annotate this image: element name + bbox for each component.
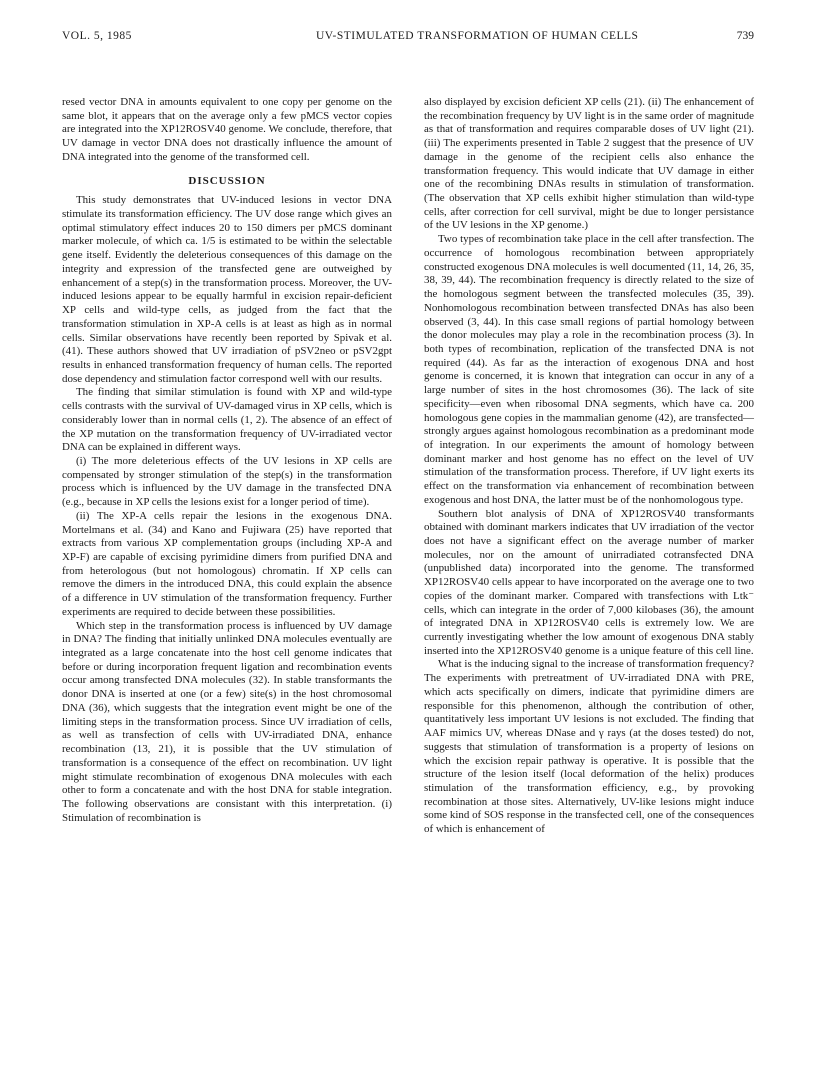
paragraph-continued: resed vector DNA in amounts equivalent to one copy per genome on the same blot, it appears that on the average only a few pMCS vector copies are integrated into the XP12ROSV40 genome. We conclude, therefore, that UV damage in vector DNA does not drastically influence the amount of DNA integrated into the genome of the transformed cell. — [62, 96, 392, 163]
running-header — [62, 30, 754, 46]
paragraph: Southern blot analysis of DNA of XP12ROSV40 transformants obtained with dominant markers indicates that UV irradiation of the vector does not have a significant effect on the average number of marker molecules, nor on the amount of unirradiated cotransfected DNA (unpublished data) incorporated into the genome. The transformed XP12ROSV40 cells appear to have incorporated on the average one to two copies of the dominant marker. Compared with transfections with Ltk⁻ cells, which can integrate in the order of 7,000 kilobases (36), the amount of integrated DNA in XP12ROSV40 cells is extremely low. We are currently investigating whether the low amount of exogenous DNA stably inserted into the XP12ROSV40 genome is a unique feature of this cell line. — [424, 507, 754, 657]
paragraph: (ii) The XP-A cells repair the lesions in the exogenous DNA. Mortelmans et al. (34) and Kano and Fujiwara (25) have reported that extracts from various XP complementation groups (including XP-A and XP-F) are capable of excising pyrimidine dimers from purified DNA and from heterologous (but not homologous) chromatin. If XP cells can remove the dimers in the introduced DNA, this could explain the absence of a difference in UV stimulation of the transformation frequency. Further experiments are required to decide between these possibilities. — [62, 509, 392, 618]
paragraph: (i) The more deleterious effects of the UV lesions in XP cells are compensated by stronger stimulation of the step(s) in the transformation process which is influenced by the UV damage in the transfected DNA (e.g., because in XP cells the lesions exist for a longer period of time). — [62, 454, 392, 509]
running-title: UV-STIMULATED TRANSFORMATION OF HUMAN CELLS — [316, 30, 639, 42]
paragraph: This study demonstrates that UV-induced lesions in vector DNA stimulate its transformation efficiency. The UV dose range which gives an optimal stimulatory effect induces 20 to 150 dimers per pMCS dominant marker molecule, of which ca. 1/5 is estimated to be within the selectable gene itself. Evidently the deleterious consequences of this damage on the integrity and expression of the transfected gene are outweighed by enhancement of a step(s) in the transformation process. Moreover, the UV-induced lesions appear to be equally harmful in excision repair-deficient XP cells and wild-type cells, as judged from the fact that the transformation stimulation in XP-A cells is at least as high as in normal cells. Similar observations have recently been reported by Spivak et al. (41). These authors showed that UV irradiation of pSV2neo or pSV2gpt results in enhanced transformation frequency of human cells. The reported dose dependency and stimulation factor correspond well with our results. — [62, 194, 392, 385]
page-number: 739 — [736, 30, 754, 42]
paragraph: Two types of recombination take place in the cell after transfection. The occurrence of homologous recombination between appropriately constructed exogenous DNA molecules is well documented (11, 14, 26, 35, 38, 39, 44). The recombination frequency is directly related to the size of the homologous segment between the transfected molecules (35, 39). Nonhomologous recombination between transfected DNAs has also been observed (3, 44). In this case small regions of partial homology between the donor molecules may play a role in the recombination process (3). In both types of recombination, replication of the transfected DNA is not required (44). As far as the interaction of exogenous DNA and host genome is concerned, it is known that integration can occur in any of a large number of sites in the host chromosomes (36). The lack of site specificity—even when ribosomal DNA segments, which have ca. 200 homologous gene copies in the mammalian genome (42), are transfected—strongly argues against homologous recombination as a predominant mode of integration. In our experiments the amount of homology between dominant marker and host genome has no effect on the level of UV stimulation of the transformation process. Therefore, if UV light exerts its effect on the transformation via enhancement of recombination between exogenous and host DNA, the latter must be of the nonhomologous type. — [424, 233, 754, 506]
paragraph: Which step in the transformation process is influenced by UV damage in DNA? The finding that initially unlinked DNA molecules eventually are integrated as a large concatenate into the host cell genome indicates that before or during incorporation frequent ligation and recombination events occur among transfected DNA molecules (32). In stable transformants the donor DNA is inserted at one (or a few) site(s) in the host chromosomal DNA (36), which suggests that the integration event might be one of the limiting steps in the transformation process. Since UV irradiation of cells, as well as transfection of cells with UV-irradiated DNA, enhance recombination (13, 21), it is possible that the UV stimulation of transformation is a consequence of the effect on recombination. UV light might stimulate recombination of exogenous DNA molecules with each other to form a concatenate and with the host DNA for stable integration. The following observations are consistant with this interpretation. (i) Stimulation of recombination is — [62, 619, 392, 824]
volume-label: VOL. 5, 1985 — [62, 30, 132, 42]
paragraph: What is the inducing signal to the increase of transformation frequency? The experiments with pretreatment of UV-irradiated DNA with PRE, which acts specifically on dimers, indicate that pyrimidine dimers are responsible for this phenomenon, although the contribution of other, quantitatively less important UV lesions is not excluded. The finding that AAF mimics UV, whereas DNase and γ rays (at the doses tested) do not, suggests that stimulation of transformation is a property of lesions on which the excision repair pathway is operative. It is possible that the structure of the lesion itself (local deformation of the helix) produces stimulation of the transformation efficiency, e.g., by provoking recombination at those sites. Alternatively, UV-like lesions might induce some kind of SOS response in the transfected cell, one of the consequences of which is enhancement of — [424, 658, 754, 836]
right-column — [424, 96, 754, 837]
paragraph-continued: also displayed by excision deficient XP cells (21). (ii) The enhancement of the recombination frequency by UV light is in the same order of magnitude as that of transformation and requires comparable doses of UV light (21). (iii) The experiments presented in Table 2 suggest that the presence of UV damage in the genome of the recipient cells also enhance the transformation frequency. This would indicate that UV damage in either one of the recombining DNAs results in stimulation of transformation. (The observation that XP cells exhibit higher stimulation than wild-type cells, after correction for cell survival, might be due to longer persistance of the UV lesions in the XP genome.) — [424, 96, 754, 232]
section-heading-discussion: DISCUSSION — [188, 174, 266, 187]
left-column — [62, 96, 392, 825]
paragraph: The finding that similar stimulation is found with XP and wild-type cells contrasts with the survival of UV-damaged virus in XP cells, which is considerably lower than in normal cells (1, 2). The absence of an effect of the XP mutation on the transformation frequency of UV-irradiated vector DNA can be explained in different ways. — [62, 386, 392, 454]
